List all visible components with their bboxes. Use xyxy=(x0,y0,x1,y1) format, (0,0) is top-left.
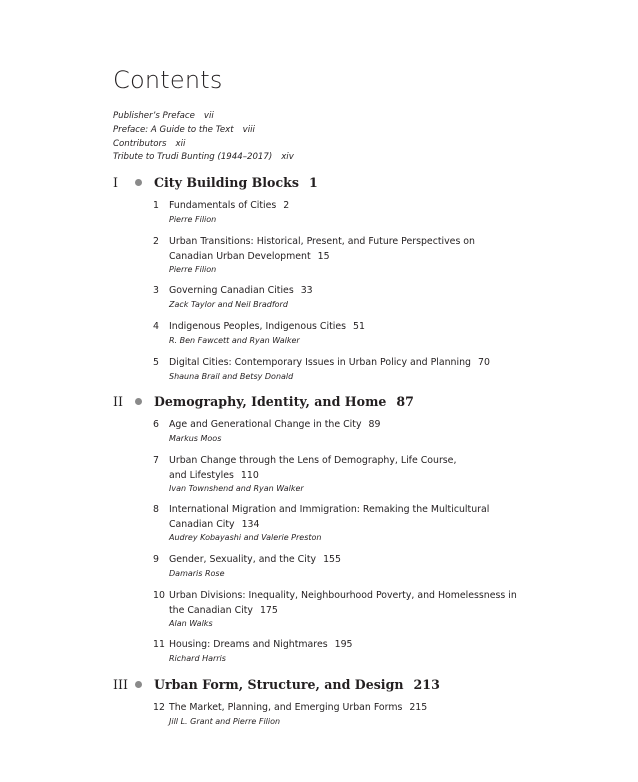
chapter-number: 10 xyxy=(153,590,165,601)
chapter-entry[interactable] xyxy=(153,235,493,276)
bullet-icon xyxy=(135,398,142,405)
front-matter-page: xii xyxy=(175,138,186,149)
chapter-entry[interactable] xyxy=(153,553,533,580)
chapter-authors: Zack Taylor and Neil Bradford xyxy=(169,299,288,309)
front-matter-title: Preface: A Guide to the Text xyxy=(113,124,234,135)
chapter-page: 175 xyxy=(259,604,278,616)
chapter-page: 155 xyxy=(323,554,341,565)
front-matter-page: xiv xyxy=(281,152,294,163)
chapter-title: Age and Generational Change in the City xyxy=(169,419,362,430)
chapter-number: 4 xyxy=(153,321,159,332)
part-page: 87 xyxy=(396,394,414,409)
chapter-number: 8 xyxy=(153,504,159,515)
chapter-page: 70 xyxy=(478,357,490,368)
chapter-authors: Ivan Townshend and Ryan Walker xyxy=(169,484,304,494)
chapter-entry[interactable] xyxy=(153,503,498,544)
page-title: Contents xyxy=(113,66,223,94)
bullet-icon xyxy=(135,179,142,186)
part-page: 1 xyxy=(308,175,318,190)
front-matter-item[interactable] xyxy=(113,151,294,165)
chapter-entry[interactable] xyxy=(153,320,533,347)
front-matter-page: vii xyxy=(203,111,214,121)
chapter-authors: Jill L. Grant and Pierre Filion xyxy=(169,716,281,726)
part-number: I xyxy=(113,175,118,190)
chapter-page: 2 xyxy=(283,200,290,211)
chapter-page: 110 xyxy=(240,469,259,481)
chapter-authors: Alan Walks xyxy=(169,619,213,629)
chapter-page: 215 xyxy=(409,702,428,713)
chapter-entry[interactable] xyxy=(153,418,533,445)
chapter-authors: Pierre Filion xyxy=(169,265,217,275)
chapter-page: 134 xyxy=(241,518,260,530)
chapter-authors: Audrey Kobayashi and Valerie Preston xyxy=(169,533,322,543)
front-matter-item[interactable] xyxy=(113,138,294,152)
part-title: Urban Form, Structure, and Design xyxy=(154,677,404,692)
chapter-number: 1 xyxy=(153,200,159,211)
chapter-entry[interactable] xyxy=(153,701,533,728)
front-matter-page: viii xyxy=(242,124,255,135)
part-title: Demography, Identity, and Home xyxy=(154,394,387,409)
chapter-title: Gender, Sexuality, and the City xyxy=(169,554,317,565)
bullet-icon xyxy=(135,681,142,688)
part-number: III xyxy=(113,677,128,692)
chapter-number: 9 xyxy=(153,554,159,565)
chapter-number: 5 xyxy=(153,357,159,368)
chapter-entry[interactable] xyxy=(153,199,533,226)
front-matter-title: Publisher’s Preface xyxy=(113,111,195,121)
chapter-page: 15 xyxy=(317,250,330,262)
chapter-title: Housing: Dreams and Nightmares xyxy=(169,639,328,650)
chapter-title: International Migration and Immigration: Remaking the Multicultural Canadian City xyxy=(169,504,490,530)
chapter-authors: R. Ben Fawcett and Ryan Walker xyxy=(169,335,300,345)
part-title: City Building Blocks xyxy=(154,175,299,190)
front-matter-list xyxy=(113,110,294,165)
chapter-authors: Richard Harris xyxy=(169,653,226,663)
chapter-title: Fundamentals of Cities xyxy=(169,200,277,211)
chapter-page: 89 xyxy=(368,419,381,430)
chapter-authors: Markus Moos xyxy=(169,433,222,443)
chapter-entry[interactable] xyxy=(153,454,463,495)
front-matter-item[interactable] xyxy=(113,110,294,124)
chapter-authors: Damaris Rose xyxy=(169,568,225,578)
chapter-page: 33 xyxy=(300,285,313,296)
chapter-title: Digital Cities: Contemporary Issues in Urban Policy and Planning xyxy=(169,357,471,368)
chapter-number: 6 xyxy=(153,419,159,430)
chapter-number: 2 xyxy=(153,236,159,247)
chapter-page: 51 xyxy=(353,321,365,332)
chapter-title: Urban Transitions: Historical, Present, and Future Perspectives on Canadian Urban Development xyxy=(169,236,475,262)
chapter-title: Urban Divisions: Inequality, Neighbourhood Poverty, and Homelessness in the Canadian City xyxy=(169,590,517,616)
chapter-page: 195 xyxy=(334,639,353,650)
chapter-number: 12 xyxy=(153,702,165,713)
part-number: II xyxy=(113,394,123,409)
chapter-number: 11 xyxy=(153,639,165,650)
chapter-entry[interactable] xyxy=(153,589,525,630)
part-page: 213 xyxy=(413,677,440,692)
chapter-entry[interactable] xyxy=(153,638,533,665)
front-matter-title: Contributors xyxy=(113,138,167,149)
chapter-title: Indigenous Peoples, Indigenous Cities xyxy=(169,321,347,332)
chapter-number: 3 xyxy=(153,285,159,296)
front-matter-item[interactable] xyxy=(113,124,294,138)
chapter-title: The Market, Planning, and Emerging Urban Forms xyxy=(169,702,403,713)
chapter-number: 7 xyxy=(153,455,159,466)
chapter-entry[interactable] xyxy=(153,284,533,311)
chapter-title: Urban Change through the Lens of Demography, Life Course, and Lifestyles xyxy=(169,455,457,481)
chapter-entry[interactable] xyxy=(153,356,533,383)
chapter-title: Governing Canadian Cities xyxy=(169,285,294,296)
front-matter-title: Tribute to Trudi Bunting (1944–2017) xyxy=(113,152,273,163)
chapter-authors: Pierre Filion xyxy=(169,214,217,224)
chapter-authors: Shauna Brail and Betsy Donald xyxy=(169,371,294,381)
